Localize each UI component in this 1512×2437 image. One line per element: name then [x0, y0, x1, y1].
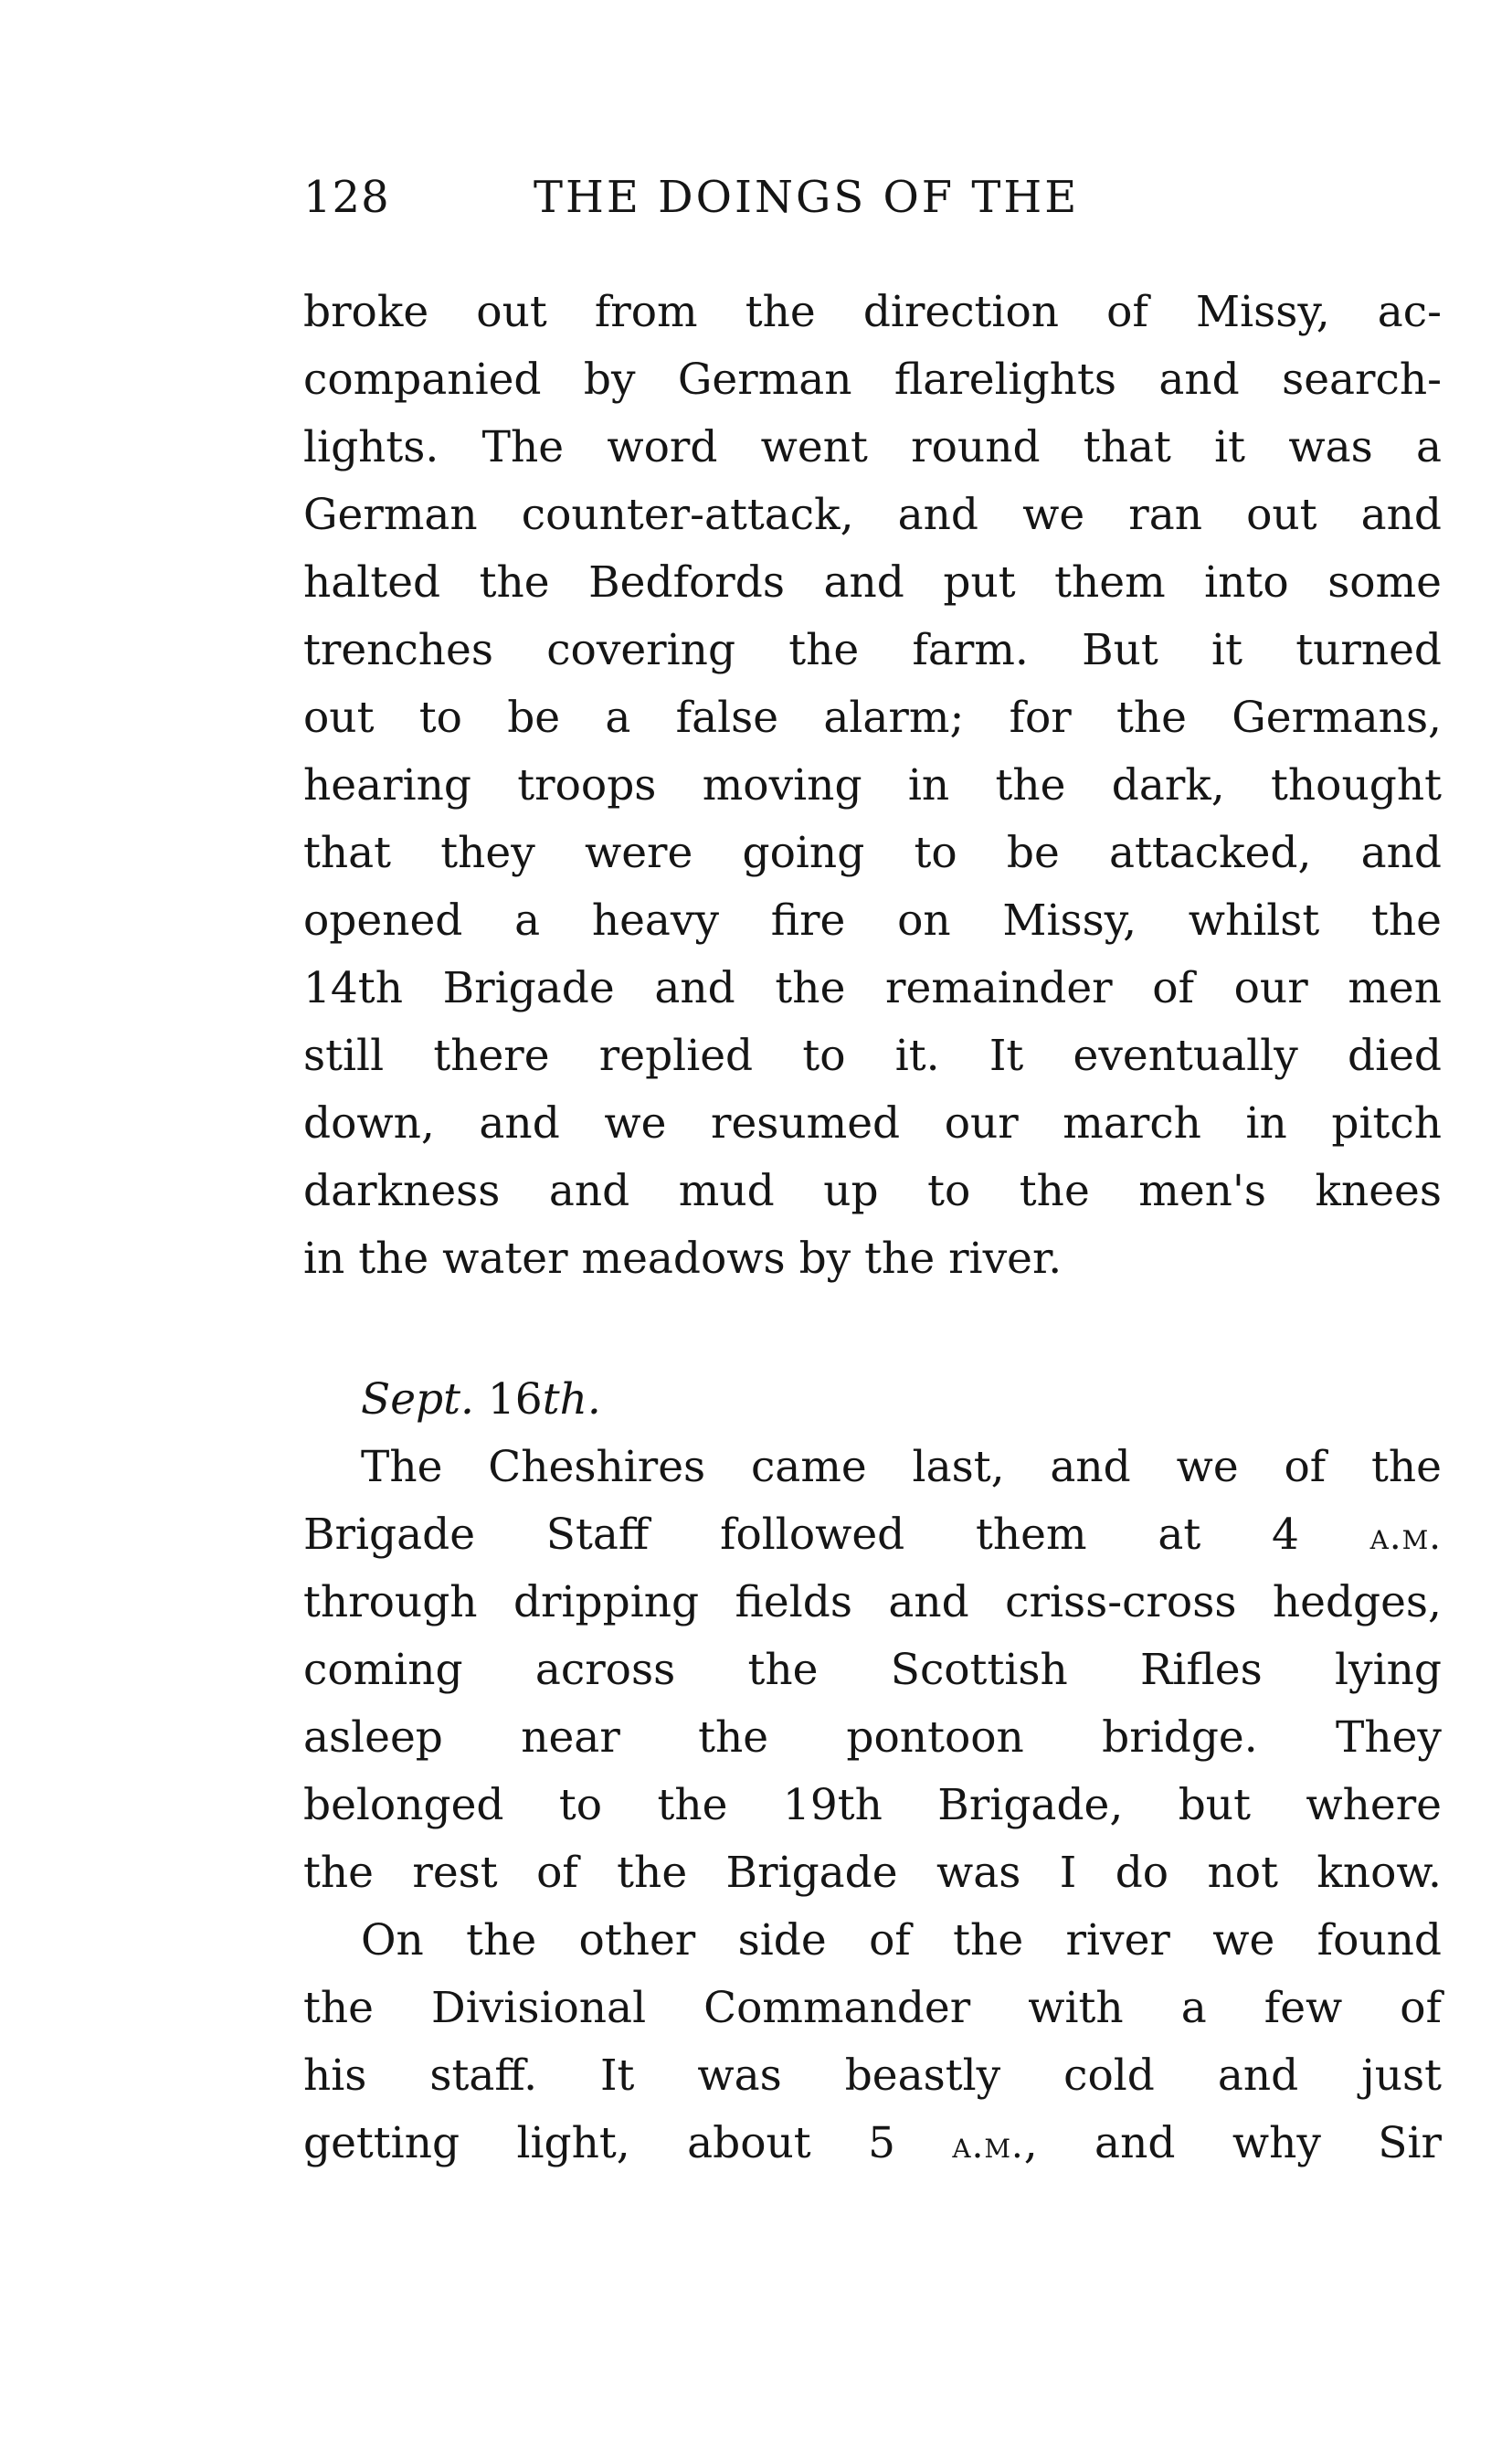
text-line: through dripping fields and criss-cross hedges, — [303, 1577, 1442, 1627]
text-line: halted the Bedfords and put them into some — [303, 557, 1442, 608]
text-segment: Brigade Staff followed them at 4 — [303, 1510, 1299, 1560]
text-line: asleep near the pontoon bridge. They — [303, 1712, 1442, 1763]
running-head-title: THE DOINGS OF THE — [534, 172, 1080, 223]
dateline-suffix: th. — [542, 1374, 601, 1425]
text-line: out to be a false alarm; for the Germans, — [303, 693, 1442, 743]
time-abbreviation: a.m. — [1369, 1516, 1442, 1558]
text-line: broke out from the direction of Missy, ac- — [303, 287, 1442, 337]
page-number: 128 — [303, 172, 390, 223]
text-line: lights. The word went round that it was a — [303, 422, 1442, 472]
text-line: 14th Brigade and the remainder of our men — [303, 963, 1442, 1013]
text-segment: , and why Sir — [1023, 2118, 1442, 2168]
text-line: darkness and mud up to the men's knees — [303, 1166, 1442, 1216]
time-with-punctuation — [952, 2118, 1442, 2168]
text-line: that they were going to be attacked, and — [303, 828, 1442, 878]
text-line: down, and we resumed our march in pitch — [303, 1098, 1442, 1149]
text-line: the Divisional Commander with a few of — [303, 1983, 1442, 2033]
text-line: opened a heavy fire on Missy, whilst the — [303, 895, 1442, 946]
dateline-day: 16 — [487, 1374, 543, 1425]
time-abbreviation: a.m. — [952, 2124, 1024, 2167]
text-line: belonged to the 19th Brigade, but where — [303, 1780, 1442, 1830]
text-line: On the other side of the river we found — [361, 1915, 1442, 1965]
text-line: the rest of the Brigade was I do not know. — [303, 1848, 1442, 1898]
text-segment: getting light, about 5 — [303, 2118, 895, 2168]
dateline — [361, 1372, 601, 1427]
text-line: his staff. It was beastly cold and just — [303, 2050, 1442, 2101]
text-line: The Cheshires came last, and we of the — [361, 1442, 1442, 1492]
text-line: companied by German flarelights and search- — [303, 355, 1442, 405]
text-line: trenches covering the farm. But it turned — [303, 625, 1442, 675]
text-line: coming across the Scottish Rifles lying — [303, 1645, 1442, 1695]
text-line — [303, 1508, 1442, 1563]
text-line: still there replied to it. It eventually died — [303, 1031, 1442, 1081]
text-line — [303, 2116, 1442, 2171]
text-line: hearing troops moving in the dark, thought — [303, 760, 1442, 811]
dateline-month: Sept. — [361, 1374, 474, 1425]
running-head — [303, 172, 1217, 236]
text-line: German counter-attack, and we ran out and — [303, 490, 1442, 540]
text-line: in the water meadows by the river. — [303, 1234, 1063, 1284]
